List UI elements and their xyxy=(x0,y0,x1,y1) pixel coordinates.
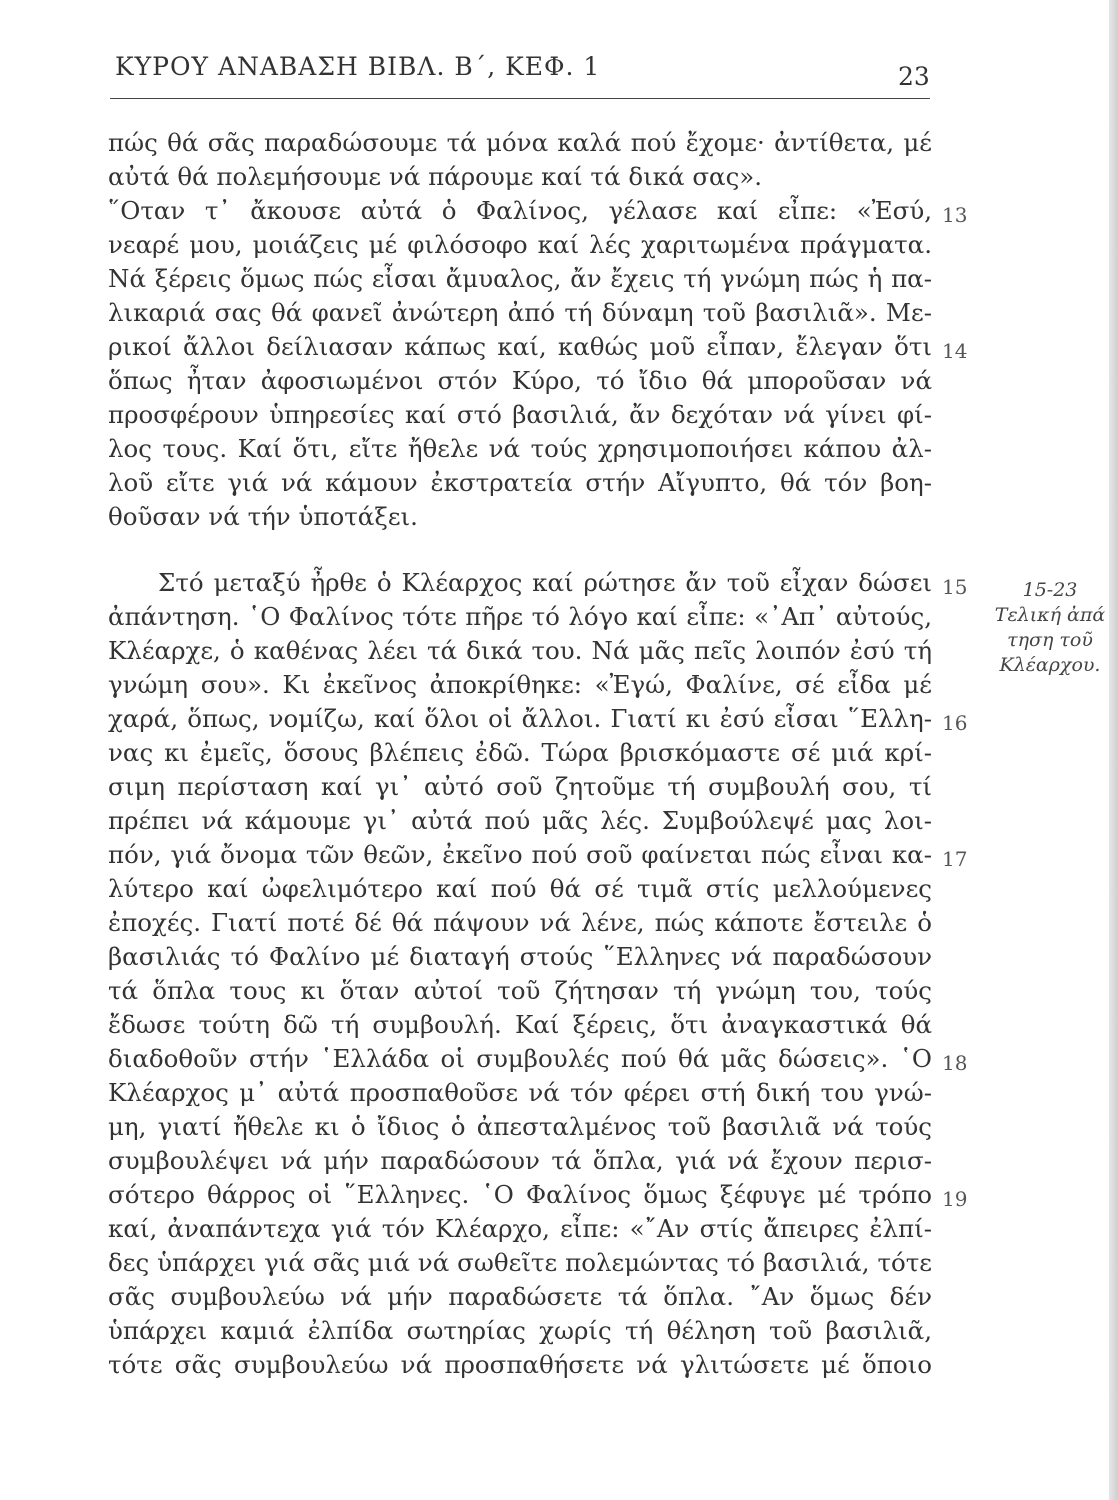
page-number: 23 xyxy=(898,62,930,91)
text-line: ἐποχές. Γιατί ποτέ δέ θά πάψουν νά λένε, πώς κάποτε ἔστειλε ὁ xyxy=(108,908,932,937)
text-line: ῞Οταν τ᾽ ἄκουσε αὐτά ὁ Φαλίνος, γέλασε καί εἶπε: «Ἐσύ, xyxy=(108,196,932,225)
text-line: συμβουλέψει νά μήν παραδώσουν τά ὅπλα, γιά νά ἔχουν περισ- xyxy=(108,1146,932,1175)
text-line: Κλέαρχος μ᾽ αὐτά προσπαθοῦσε νά τόν φέρει στή δική του γνώ- xyxy=(108,1078,932,1107)
text-line: Κλέαρχε, ὁ καθένας λέει τά δικά του. Νά μᾶς πεῖς λοιπόν ἐσύ τή xyxy=(108,636,932,665)
header-rule xyxy=(110,98,930,99)
text-line: καί, ἀναπάντεχα γιά τόν Κλέαρχο, εἶπε: «῎Αν στίς ἄπειρες ἐλπί- xyxy=(108,1214,932,1243)
text-line: διαδοθοῦν στήν ῾Ελλάδα οἱ συμβουλές πού θά μᾶς δώσεις». ῾Ο xyxy=(108,1044,932,1073)
margin-number: 18 xyxy=(942,1051,968,1075)
text-line: βασιλιάς τό Φαλίνο μέ διαταγή στούς ῞Ελληνες νά παραδώσουν xyxy=(108,942,932,971)
text-line: αὐτά θά πολεμήσουμε νά πάρουμε καί τά δικά σας». xyxy=(108,162,763,191)
text-line: ὅπως ἦταν ἀφοσιωμένοι στόν Κύρο, τό ἴδιο θά μποροῦσαν νά xyxy=(108,366,932,395)
margin-number: 19 xyxy=(942,1187,968,1211)
text-line: πρέπει νά κάμουμε γι᾽ αὐτά πού μᾶς λές. Συμβούλεψέ μας λοι- xyxy=(108,806,932,835)
text-line: μη, γιατί ἤθελε κι ὁ ἴδιος ὁ ἀπεσταλμένος τοῦ βασιλιᾶ νά τούς xyxy=(108,1112,932,1141)
text-line: τότε σᾶς συμβουλεύω νά προσπαθήσετε νά γλιτώσετε μέ ὅποιο xyxy=(108,1350,932,1379)
text-line: λος τους. Καί ὅτι, εἴτε ἤθελε νά τούς χρησιμοποιήσει κάπου ἀλ- xyxy=(108,434,932,463)
text-line: σότερο θάρρος οἱ ῞Ελληνες. ῾Ο Φαλίνος ὅμως ξέφυγε μέ τρόπο xyxy=(108,1180,932,1209)
text-line: Στό μεταξύ ἦρθε ὁ Κλέαρχος καί ρώτησε ἄν τοῦ εἶχαν δώσει xyxy=(158,568,932,597)
margin-number: 16 xyxy=(942,711,968,735)
side-note-line: τηση τοῦ xyxy=(1007,629,1093,651)
text-line: Νά ξέρεις ὅμως πώς εἶσαι ἄμυαλος, ἄν ἔχεις τή γνώμη πώς ἡ πα- xyxy=(108,264,932,293)
margin-number: 15 xyxy=(942,575,968,599)
text-line: σιμη περίσταση καί γι᾽ αὐτό σοῦ ζητοῦμε τή συμβουλή σου, τί xyxy=(108,772,932,801)
margin-side-note xyxy=(985,578,1115,678)
text-line: λικαριά σας θά φανεῖ ἀνώτερη ἀπό τή δύναμη τοῦ βασιλιᾶ». Με- xyxy=(108,298,932,327)
text-line: ἀπάντηση. ῾Ο Φαλίνος τότε πῆρε τό λόγο καί εἶπε: «᾽Απ᾽ αὐτούς, xyxy=(108,602,932,631)
side-note-range: 15-23 xyxy=(1022,579,1078,601)
text-line: τά ὅπλα τους κι ὅταν αὐτοί τοῦ ζήτησαν τή γνώμη του, τούς xyxy=(108,976,932,1005)
side-note-line: Κλέαρχου. xyxy=(999,654,1101,676)
side-note-line: Τελική ἀπά xyxy=(994,604,1106,626)
page-edge-shadow xyxy=(1109,0,1118,1500)
text-line: λοῦ εἴτε γιά νά κάμουν ἐκστρατεία στήν Αἴγυπτο, θά τόν βοη- xyxy=(108,468,932,497)
text-line: χαρά, ὅπως, νομίζω, καί ὅλοι οἱ ἄλλοι. Γιατί κι ἐσύ εἶσαι ῞Ελλη- xyxy=(108,704,932,733)
text-line: πόν, γιά ὄνομα τῶν θεῶν, ἐκεῖνο πού σοῦ φαίνεται πώς εἶναι κα- xyxy=(108,840,932,869)
text-line: νεαρέ μου, μοιάζεις μέ φιλόσοφο καί λές χαριτωμένα πράγματα. xyxy=(108,230,932,259)
text-line: λύτερο καί ὠφελιμότερο καί πού θά σέ τιμᾶ στίς μελλούμενες xyxy=(108,874,932,903)
text-line: προσφέρουν ὑπηρεσίες καί στό βασιλιά, ἄν δεχόταν νά γίνει φί- xyxy=(108,400,932,429)
margin-number: 17 xyxy=(942,847,968,871)
text-line: ἔδωσε τούτη δῶ τή συμβουλή. Καί ξέρεις, ὅτι ἀναγκαστικά θά xyxy=(108,1010,932,1039)
text-line: πώς θά σᾶς παραδώσουμε τά μόνα καλά πού ἔχομε· ἀντίθετα, μέ xyxy=(108,128,932,157)
text-line: ρικοί ἄλλοι δείλιασαν κάπως καί, καθώς μοῦ εἶπαν, ἔλεγαν ὅτι xyxy=(108,332,932,361)
text-line: σᾶς συμβουλεύω νά μήν παραδώσετε τά ὅπλα. ῎Αν ὅμως δέν xyxy=(108,1282,932,1311)
text-line: δες ὑπάρχει γιά σᾶς μιά νά σωθεῖτε πολεμώντας τό βασιλιά, τότε xyxy=(108,1248,932,1277)
margin-number: 14 xyxy=(942,339,968,363)
text-line: θοῦσαν νά τήν ὑποτάξει. xyxy=(108,502,418,531)
text-line: ὑπάρχει καμιά ἐλπίδα σωτηρίας χωρίς τή θέληση τοῦ βασιλιᾶ, xyxy=(108,1316,932,1345)
text-line: νας κι ἐμεῖς, ὅσους βλέπεις ἐδῶ. Τώρα βρισκόμαστε σέ μιά κρί- xyxy=(108,738,932,767)
margin-number: 13 xyxy=(942,203,968,227)
running-header-title: ΚΥΡΟΥ ΑΝΑΒΑΣΗ ΒΙΒΛ. Β΄, ΚΕΦ. 1 xyxy=(115,52,601,81)
text-line: γνώμη σου». Κι ἐκεῖνος ἀποκρίθηκε: «Ἐγώ, Φαλίνε, σέ εἶδα μέ xyxy=(108,670,932,699)
